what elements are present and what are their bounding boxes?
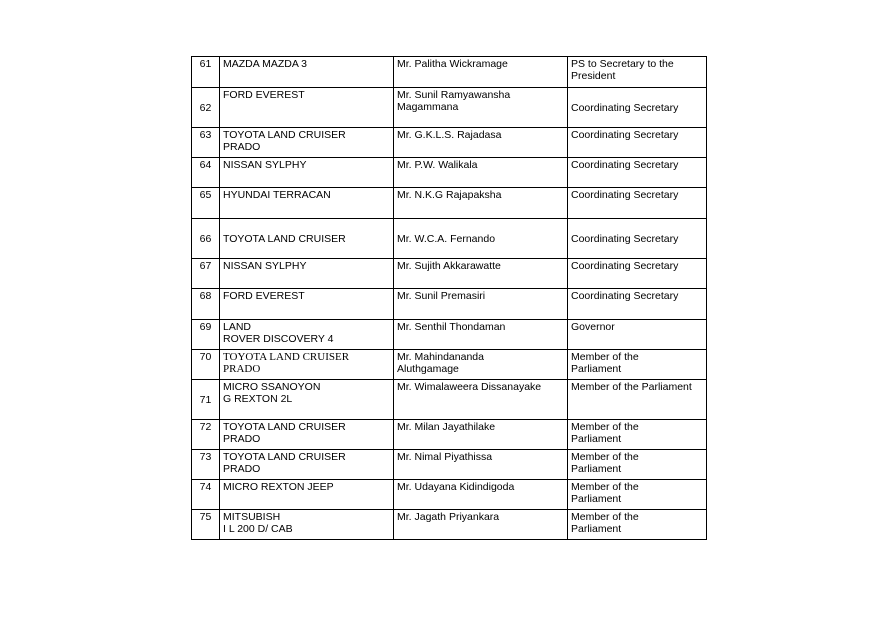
name-cell: Mr. N.K.G Rajapaksha (394, 188, 568, 219)
name-cell: Mr. Wimalaweera Dissanayake (394, 380, 568, 420)
designation-cell: Coordinating Secretary (568, 259, 707, 289)
vehicle-cell: TOYOTA LAND CRUISER PRADO (220, 450, 394, 480)
designation-cell: Coordinating Secretary (568, 188, 707, 219)
name-cell: Mr. Milan Jayathilake (394, 420, 568, 450)
table-row (192, 57, 707, 88)
table-row (192, 420, 707, 450)
vehicle-allocation-table (191, 56, 707, 540)
vehicle-cell: TOYOTA LAND CRUISER PRADO (220, 350, 394, 380)
row-number: 74 (192, 480, 220, 510)
designation-cell: Member of the Parliament (568, 380, 707, 420)
designation-cell: Governor (568, 320, 707, 350)
vehicle-cell: NISSAN SYLPHY (220, 158, 394, 188)
name-cell: Mr. W.C.A. Fernando (394, 219, 568, 259)
vehicle-cell: TOYOTA LAND CRUISER PRADO (220, 128, 394, 158)
name-cell: Mr. Jagath Priyankara (394, 510, 568, 540)
vehicle-cell: MITSUBISH I L 200 D/ CAB (220, 510, 394, 540)
row-number: 69 (192, 320, 220, 350)
designation-cell: Coordinating Secretary (568, 128, 707, 158)
name-cell: Mr. Senthil Thondaman (394, 320, 568, 350)
designation-cell: Member of the Parliament (568, 350, 707, 380)
vehicle-cell: FORD EVEREST (220, 88, 394, 128)
designation-cell: Member of the Parliament (568, 450, 707, 480)
row-number: 71 (192, 380, 220, 420)
table-row (192, 380, 707, 420)
row-number: 61 (192, 57, 220, 88)
name-cell: Mr. Mahindananda Aluthgamage (394, 350, 568, 380)
designation-cell: Coordinating Secretary (568, 289, 707, 320)
name-cell: Mr. G.K.L.S. Rajadasa (394, 128, 568, 158)
table-row (192, 450, 707, 480)
vehicle-cell: HYUNDAI TERRACAN (220, 188, 394, 219)
vehicle-cell: TOYOTA LAND CRUISER PRADO (220, 420, 394, 450)
vehicle-cell: MAZDA MAZDA 3 (220, 57, 394, 88)
vehicle-cell: MICRO SSANOYON G REXTON 2L (220, 380, 394, 420)
row-number: 72 (192, 420, 220, 450)
designation-cell: PS to Secretary to the President (568, 57, 707, 88)
row-number: 75 (192, 510, 220, 540)
designation-cell: Coordinating Secretary (568, 219, 707, 259)
name-cell: Mr. Sujith Akkarawatte (394, 259, 568, 289)
table-row (192, 510, 707, 540)
table-row (192, 88, 707, 128)
vehicle-cell: FORD EVEREST (220, 289, 394, 320)
designation-cell: Member of the Parliament (568, 510, 707, 540)
row-number: 62 (192, 88, 220, 128)
table-row (192, 219, 707, 259)
vehicle-cell: MICRO REXTON JEEP (220, 480, 394, 510)
row-number: 73 (192, 450, 220, 480)
row-number: 67 (192, 259, 220, 289)
designation-cell: Coordinating Secretary (568, 88, 707, 128)
name-cell: Mr. Palitha Wickramage (394, 57, 568, 88)
designation-cell: Coordinating Secretary (568, 158, 707, 188)
table-row (192, 320, 707, 350)
table-row (192, 259, 707, 289)
table-row (192, 128, 707, 158)
table-row (192, 158, 707, 188)
name-cell: Mr. Sunil Premasiri (394, 289, 568, 320)
row-number: 68 (192, 289, 220, 320)
row-number: 64 (192, 158, 220, 188)
name-cell: Mr. Nimal Piyathissa (394, 450, 568, 480)
name-cell: Mr. Sunil Ramyawansha Magammana (394, 88, 568, 128)
vehicle-cell: LAND ROVER DISCOVERY 4 (220, 320, 394, 350)
row-number: 65 (192, 188, 220, 219)
table-row (192, 289, 707, 320)
row-number: 63 (192, 128, 220, 158)
vehicle-cell: NISSAN SYLPHY (220, 259, 394, 289)
designation-cell: Member of the Parliament (568, 420, 707, 450)
row-number: 70 (192, 350, 220, 380)
vehicle-cell: TOYOTA LAND CRUISER (220, 219, 394, 259)
row-number: 66 (192, 219, 220, 259)
designation-cell: Member of the Parliament (568, 480, 707, 510)
table-row (192, 350, 707, 380)
name-cell: Mr. P.W. Walikala (394, 158, 568, 188)
table-row (192, 480, 707, 510)
table-row (192, 188, 707, 219)
name-cell: Mr. Udayana Kidindigoda (394, 480, 568, 510)
